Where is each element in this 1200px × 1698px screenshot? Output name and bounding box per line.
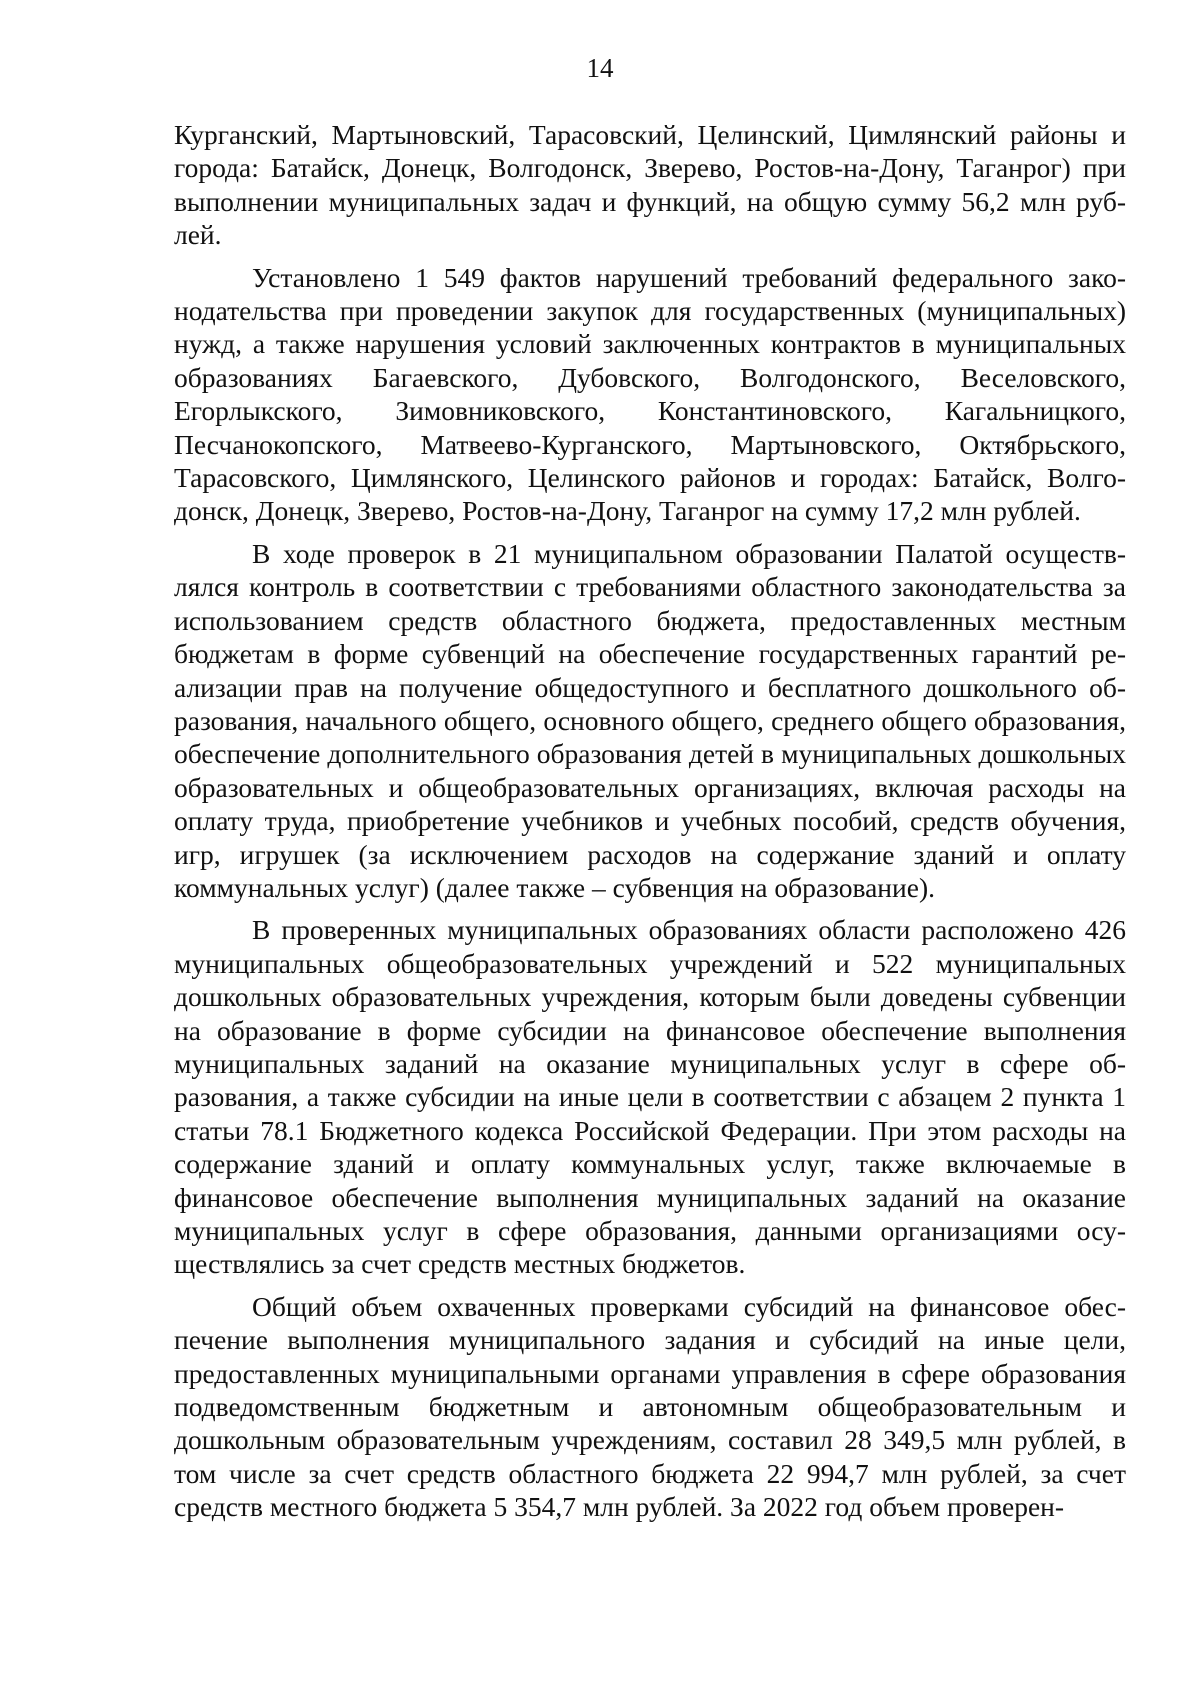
page-number: 14	[586, 53, 614, 83]
document-body	[174, 118, 1126, 1524]
paragraph-4: В проверенных муниципальных образованиях области расположено 426 муниципальных общеобразовательных учреждений и 522 муниципальных дошкольных образовательных учреждения, которым были доведены субвенции на образование в форме субсидии на финансовое обеспечение выполнения муниципальных заданий на оказание муниципальных услуг в сфере образования, а также субсидии на иные цели в соответствии с абзацем 2 пункта 1 статьи 78.1 Бюджетного кодекса Российской Федерации. При этом расходы на содержание зданий и оплату коммунальных услуг, также включаемые в финансовое обеспечение выполнения муниципальных заданий на оказание муниципальных услуг в сфере образования, данными организациями осуществлялись за счет средств местных бюджетов.	[174, 914, 1126, 1280]
paragraph-5: Общий объем охваченных проверками субсидий на финансовое обеспечение выполнения муниципального задания и субсидий на иные цели, предоставленных муниципальными органами управления в сфере образования подведомственным бюджетным и автономным общеобразовательным и дошкольным образовательным учреждениям, составил 28 349,5 млн рублей, в том числе за счет средств областного бюджета 22 994,7 млн рублей, за счет средств местного бюджета 5 354,7 млн рублей. За 2022 год объем проверен-	[174, 1290, 1126, 1523]
paragraph-3: В ходе проверок в 21 муниципальном образовании Палатой осуществлялся контроль в соответствии с требованиями областного законодательства за использованием средств областного бюджета, предоставленных местным бюджетам в форме субвенций на обеспечение государственных гарантий реализации прав на получение общедоступного и бесплатного дошкольного образования, начального общего, основного общего, среднего общего образования, обеспечение дополнительного образования детей в муниципальных дошкольных образовательных и общеобразовательных организациях, включая расходы на оплату труда, приобретение учебников и учебных пособий, средств обучения, игр, игрушек (за исключением расходов на содержание зданий и оплату коммунальных услуг) (далее также – субвенция на образование).	[174, 537, 1126, 903]
paragraph-1: Курганский, Мартыновский, Тарасовский, Целинский, Цимлянский районы и города: Батайск, Донецк, Волгодонск, Зверево, Ростов-на-Дону, Таганрог) при выполнении муниципальных задач и функций, на общую сумму 56,2 млн рублей.	[174, 119, 1126, 251]
paragraph-2: Установлено 1 549 фактов нарушений требований федерального законодательства при проведении закупок для государственных (муниципальных) нужд, а также нарушения условий заключенных контрактов в муниципальных образованиях Багаевского, Дубовского, Волгодонского, Веселовского, Егорлыкского, Зимовниковского, Константиновского, Кагальницкого, Песчанокопского, Матвеево-Курганского, Мартыновского, Октябрьского, Тарасовского, Цимлянского, Целинского районов и городах: Батайск, Волгодонск, Донецк, Зверево, Ростов-на-Дону, Таганрог на сумму 17,2 млн рублей.	[174, 261, 1126, 527]
